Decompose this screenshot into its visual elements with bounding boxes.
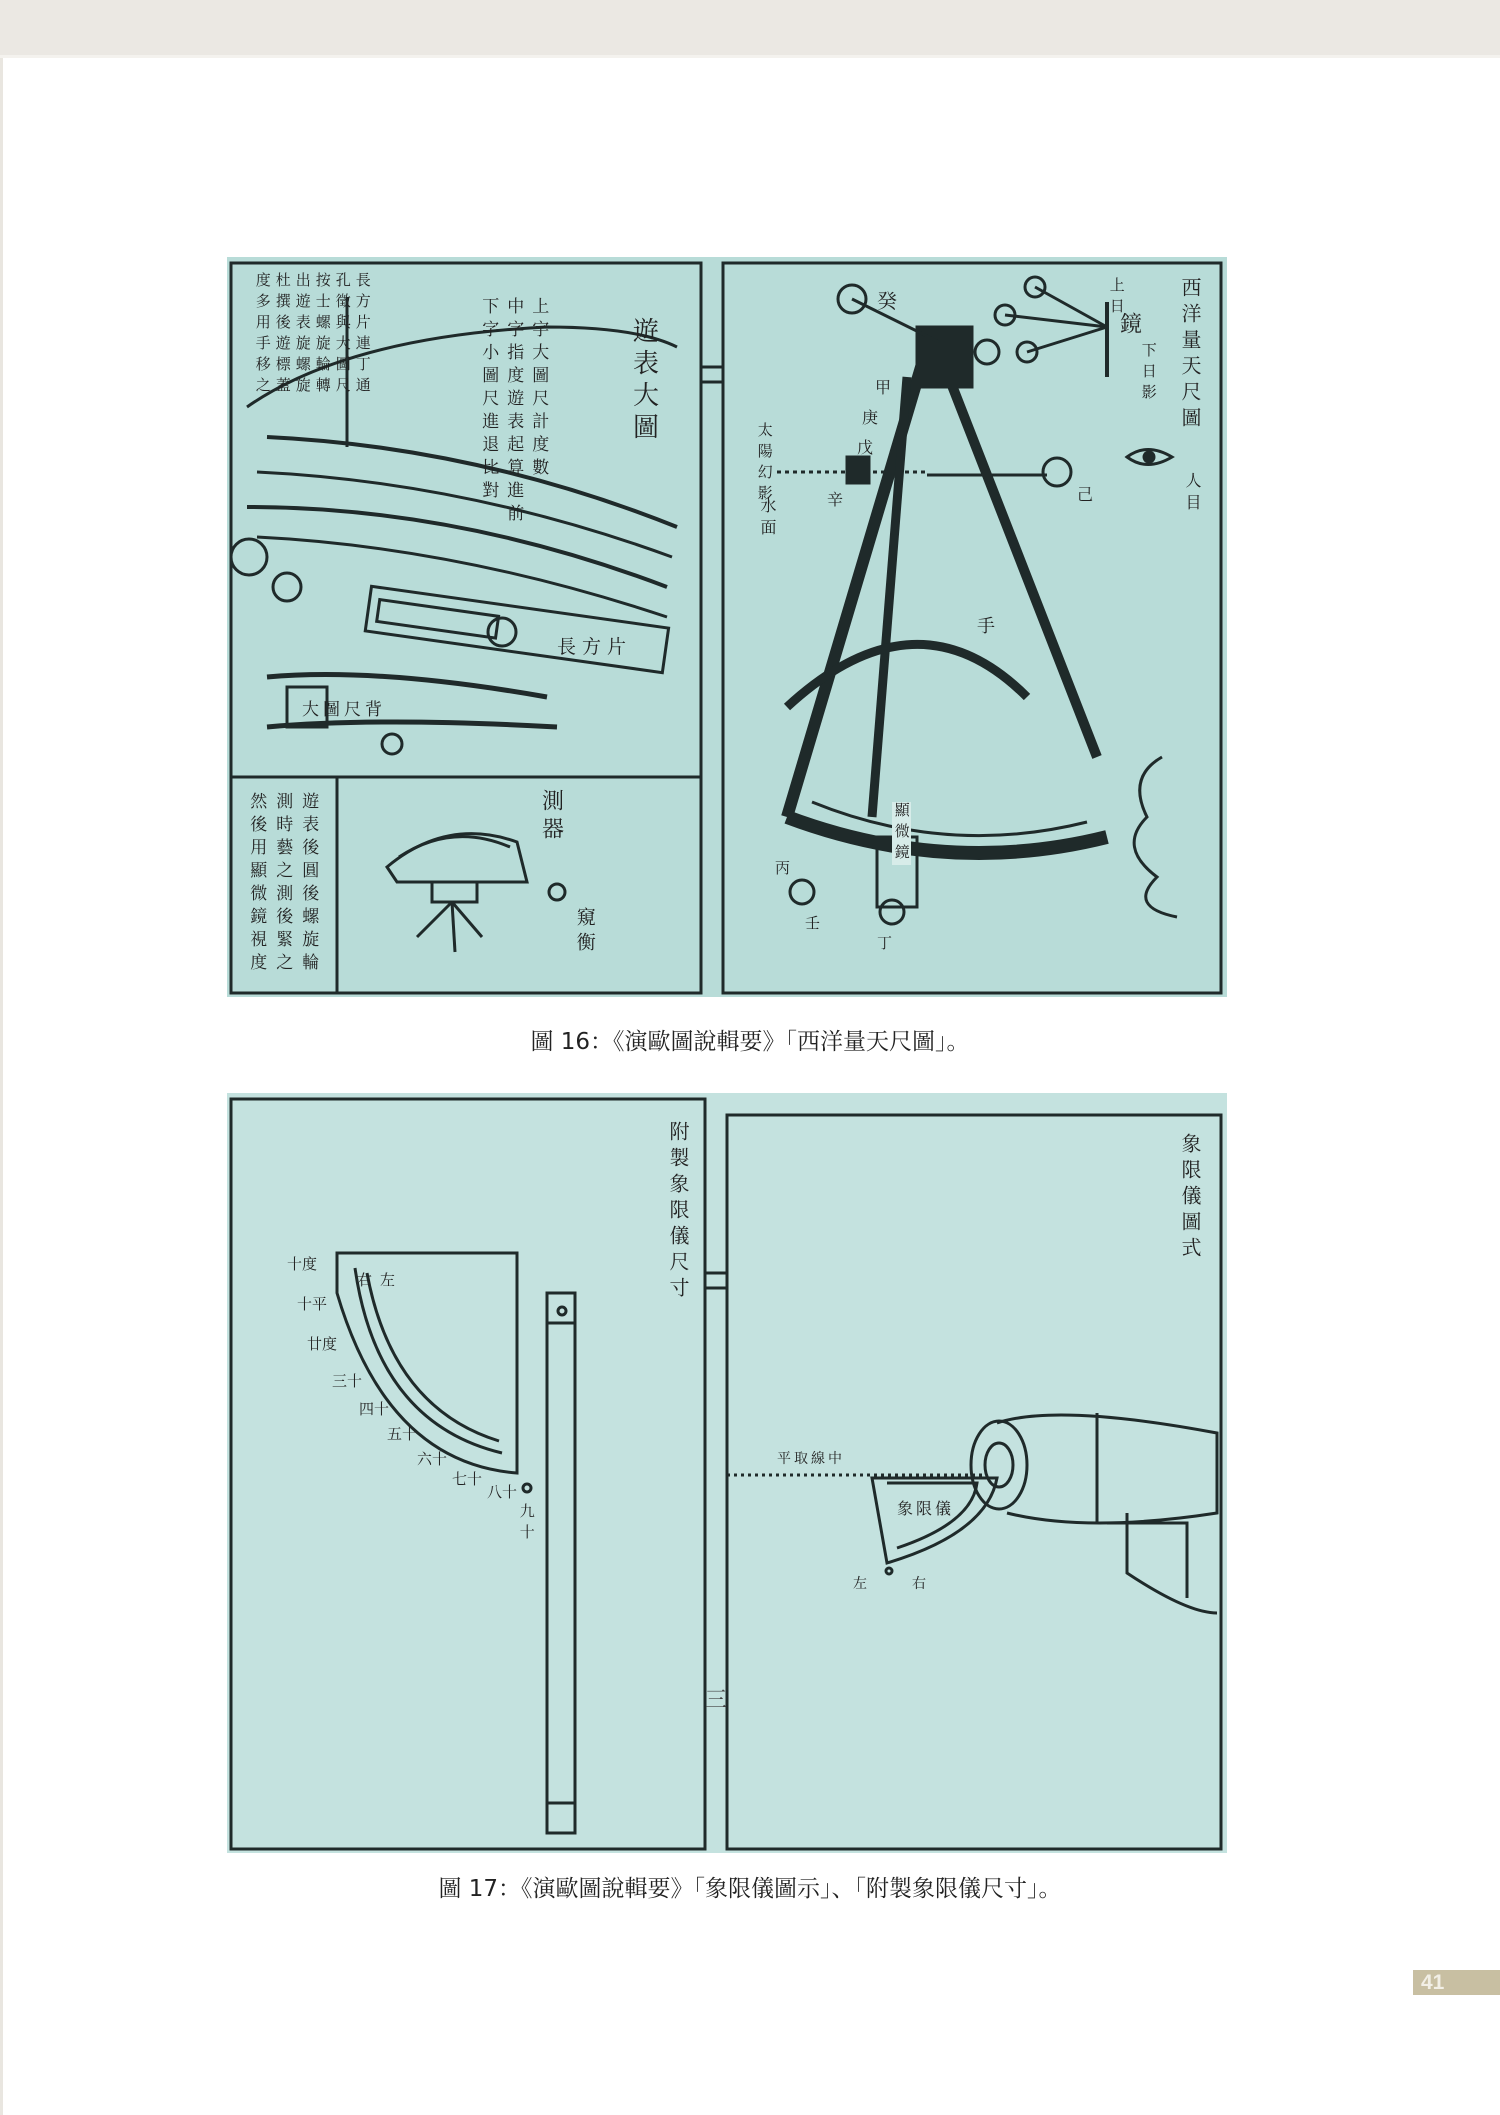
figure-16-caption: 圖 16：《演歐圖說輯要》「西洋量天尺圖」。	[530, 1029, 970, 1055]
fig17-scale-label-2: 廿度	[307, 1335, 338, 1353]
fig16-label-jia: 甲	[875, 378, 892, 397]
fig16-label-sun-shadow: 太陽幻影	[755, 422, 774, 506]
top-margin-band	[0, 0, 1500, 58]
fig16-left-title: 遊表大圖	[628, 317, 659, 445]
fig16-left-col-i: 度多用手移之	[253, 272, 272, 398]
fig17-label-ninety: 九十	[517, 1503, 536, 1545]
figure-16-image	[227, 257, 1227, 997]
fig16-label-top-sun: 上日	[1107, 277, 1126, 319]
fig16-strip-label: 長方片	[557, 636, 633, 658]
fig17-right-label-left: 左	[853, 1576, 867, 1592]
fig16-label-ren: 壬	[805, 914, 821, 932]
fig16-label-wu: 戊	[857, 438, 874, 457]
fig16-label-bottom-shadow: 下日影	[1139, 342, 1158, 405]
fig16-label-bing: 丙	[775, 859, 791, 877]
fig17-center-mark: 三	[705, 1688, 728, 1713]
fig16-left-col-h: 杜撰後遊標蓋	[273, 272, 292, 398]
fig16-left-col-b: 中字指度遊表起算進前	[503, 297, 524, 527]
page-edge	[0, 58, 3, 2115]
fig17-scale-label-3: 三十	[332, 1372, 363, 1390]
fig16-bottom-col-a: 遊表後圓後螺旋輪	[298, 792, 319, 976]
fig17-label-right: 右	[357, 1271, 373, 1289]
fig16-label-water: 水面	[758, 497, 777, 541]
fig16-bottom-title: 測器	[538, 789, 564, 845]
figure-17-caption: 圖 17：《演歐圖說輯要》「象限儀圖示」、「附製象限儀尺寸」。	[438, 1876, 1062, 1902]
fig16-label-mirror: 鏡	[1116, 312, 1142, 340]
fig17-scale-label-1: 十平	[297, 1295, 328, 1313]
fig17-scale-label-6: 六十	[417, 1450, 448, 1468]
fig17-scale-label-8: 八十	[487, 1483, 518, 1501]
fig16-left-col-d: 長方片連丁通	[353, 272, 372, 398]
fig17-label-left: 左	[380, 1271, 396, 1289]
fig16-bottom-col-b: 測時藝之測後緊之	[272, 792, 293, 976]
fig17-scale-label-7: 七十	[452, 1470, 483, 1488]
fig17-scale-label-4: 四十	[359, 1400, 390, 1418]
figure-16-drawing	[227, 257, 1227, 997]
fig16-right-title: 西洋量天尺圖	[1178, 277, 1202, 433]
fig17-right-label-right: 右	[912, 1576, 926, 1592]
fig16-label-ji: 己	[1077, 485, 1094, 504]
fig16-label-eye: 人目	[1183, 472, 1202, 516]
figure-17-image	[227, 1093, 1227, 1853]
fig16-label-gui: 癸	[877, 289, 897, 313]
fig16-back-label: 大圖尺背	[302, 700, 386, 720]
fig17-scale-label-0: 十度	[287, 1255, 318, 1273]
fig17-label-level: 平取線中	[777, 1451, 845, 1467]
page-number: 41	[1413, 1970, 1500, 1995]
fig16-left-col-f: 按士螺旋輪轉	[313, 272, 332, 398]
fig16-label-hand: 手	[977, 616, 995, 637]
fig16-label-xin: 辛	[827, 490, 844, 509]
fig17-left-title: 附製象限儀尺寸	[666, 1121, 690, 1303]
fig17-scale-label-5: 五十	[387, 1425, 418, 1443]
fig16-left-col-e: 孔徵與大圖尺	[333, 272, 352, 398]
fig16-left-col-c: 下字小圖尺進退比對	[478, 297, 499, 504]
fig17-label-quadrant: 象限儀	[897, 1499, 955, 1518]
fig16-label-geng: 庚	[862, 408, 879, 427]
fig16-left-col-g: 出遊表旋螺旋	[293, 272, 312, 398]
fig16-label-ding: 丁	[877, 934, 893, 952]
fig16-sight-label: 窺衡	[573, 907, 596, 957]
fig16-label-micro: 顯微鏡	[892, 802, 911, 865]
fig16-left-col-a: 上字大圖尺計度數	[528, 297, 549, 481]
fig17-right-title: 象限儀圖式	[1178, 1133, 1202, 1263]
figure-17-drawing	[227, 1093, 1227, 1853]
fig16-bottom-col-c: 然後用顯微鏡視度	[246, 792, 267, 976]
